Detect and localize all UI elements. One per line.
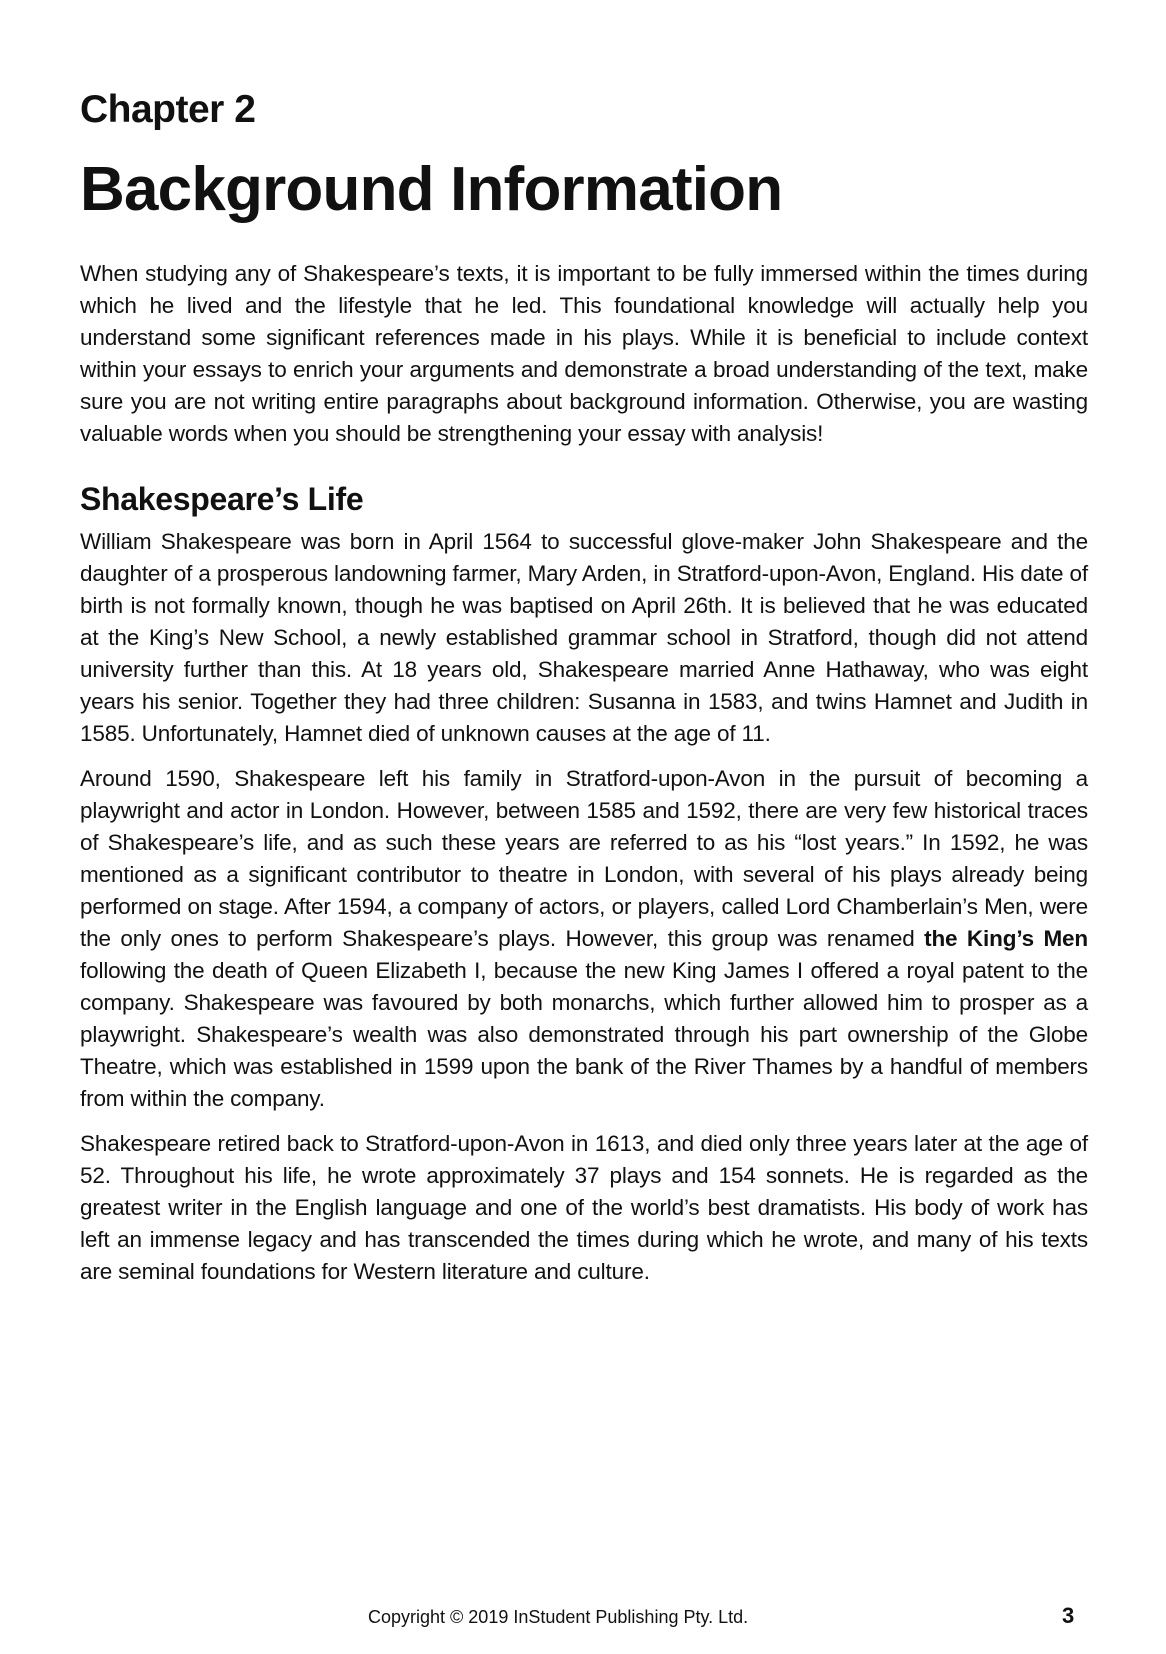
intro-paragraph: When studying any of Shakespeare’s texts, it is important to be fully immersed within the times during which he lived and the lifestyle that he led. This foundational knowledge will actually help you understand some significant references made in his plays. While it is beneficial to include context within your essays to enrich your arguments and demonstrate a broad understanding of the text, make sure you are not writing entire paragraphs about background information. Otherwise, you are wasting valuable words when you should be strengthening your essay with analysis!: [80, 261, 1088, 446]
life-paragraph-3: Shakespeare retired back to Stratford-upon-Avon in 1613, and died only three years later at the age of 52. Throughout his life, he wrote approximately 37 plays and 154 sonnets. He is regarded as the greatest writer in the English language and one of the world’s best dramatists. His body of work has left an immense legacy and has transcended the times during which he wrote, and many of his texts are seminal foundations for Western literature and culture.: [80, 1131, 1088, 1284]
page-content: [80, 88, 1088, 1288]
life-paragraph-1: William Shakespeare was born in April 1564 to successful glove-maker John Shakespeare and the daughter of a prosperous landowning farmer, Mary Arden, in Stratford-upon-Avon, England. His date of birth is not formally known, though he was baptised on April 26th. It is believed that he was educated at the King’s New School, a newly established grammar school in Stratford, though did not attend university further than this. At 18 years old, Shakespeare married Anne Hathaway, who was eight years his senior. Together they had three children: Susanna in 1583, and twins Hamnet and Judith in 1585. Unfortunately, Hamnet died of unknown causes at the age of 11.: [80, 529, 1088, 746]
page-footer: [0, 1604, 1166, 1630]
chapter-label: Chapter 2: [80, 88, 256, 131]
paragraph-text: Around 1590, Shakespeare left his family in Stratford-upon-Avon in the pursuit of becoming a playwright and actor in London. However, between 1585 and 1592, there are very few historical traces of Shakespeare’s life, and as such these years are referred to as his “lost years.” In 1592, he was mentioned as a significant contributor to theatre in London, with several of his plays already being performed on stage. After 1594, a company of actors, or players, called Lord Chamberlain’s Men, were the only ones to perform Shakespeare’s plays. However, this group was renamed: [80, 766, 1088, 951]
life-paragraph-2: [80, 763, 1088, 1115]
page-number: 3: [1062, 1603, 1075, 1628]
paragraph-text: following the death of Queen Elizabeth I, because the new King James I offered a royal patent to the company. Shakespeare was favoured by both monarchs, which further allowed him to prosper as a playwright. Shakespeare’s wealth was also demonstrated through his part ownership of the Globe Theatre, which was established in 1599 upon the bank of the River Thames by a handful of members from within the company.: [80, 958, 1088, 1111]
section-heading: Shakespeare’s Life: [80, 481, 364, 517]
copyright-notice: Copyright © 2019 InStudent Publishing Pty. Ltd.: [368, 1607, 749, 1627]
chapter-title: Background Information: [80, 155, 783, 224]
kings-men-term: the King’s Men: [924, 926, 1088, 951]
